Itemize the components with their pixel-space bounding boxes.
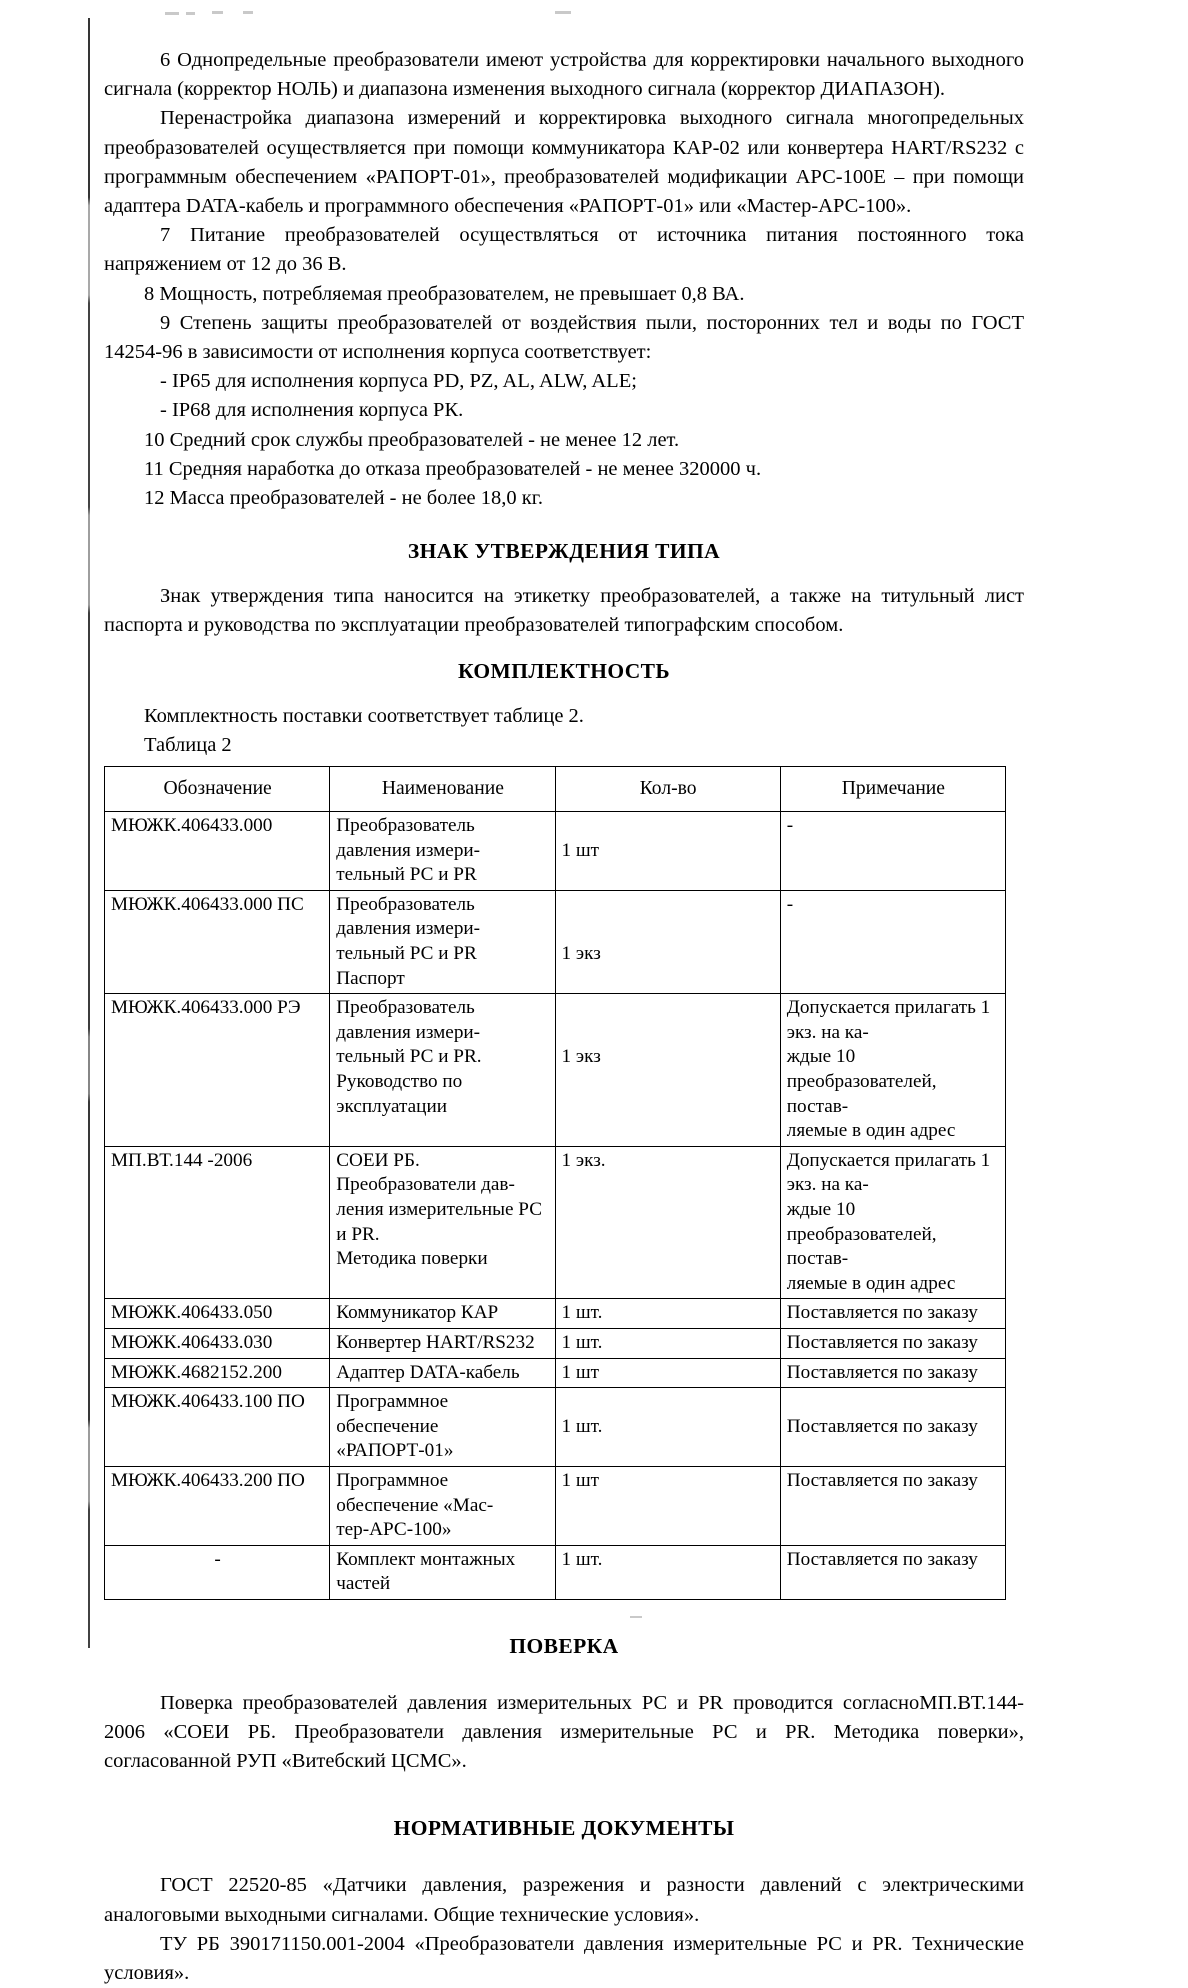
cell-designation: МП.ВТ.144 -2006	[105, 1146, 330, 1299]
cell-remark: -	[780, 890, 1005, 993]
cell-designation: МЮЖК.406433.050	[105, 1299, 330, 1329]
paragraph-item-9b-ip68: - IP68 для исполнения корпуса РК.	[160, 399, 464, 422]
scan-binding-line	[88, 18, 90, 1648]
cell-name: Программное обеспечение «Мас- тер-АРС-100»	[330, 1466, 555, 1545]
cell-name: Преобразователь давления измери- тельный РС и PR Паспорт	[330, 890, 555, 993]
cell-remark: Поставляется по заказу	[780, 1358, 1005, 1388]
paragraph-range-reconfiguration: Перенастройка диапазона измерений и корректировка выходного сигнала многопредельных преобразователей осуществляется при помощи коммуникатора КАР-02 или конвертера HART/RS232 с программным обеспечением «РАПОРТ-01», преобразователей модификации АРС-100Е – при помощи адаптера DATA-кабель и программного обеспечения «РАПОРТ-01» или «Мастер-АРС-100».	[104, 107, 1024, 218]
table-row	[105, 1328, 1006, 1358]
cell-quantity: 1 шт	[555, 1466, 780, 1545]
table-row	[105, 1299, 1006, 1329]
paragraph-item-6: 6 Однопредельные преобразователи имеют устройства для корректировки начального выходного сигнала (корректор НОЛЬ) и диапазона изменения выходного сигнала (корректор ДИАПАЗОН).	[104, 49, 1024, 101]
cell-designation: МЮЖК.406433.200 ПО	[105, 1466, 330, 1545]
cell-name: Комплект монтажных частей	[330, 1545, 555, 1599]
cell-designation: МЮЖК.406433.000	[105, 812, 330, 891]
paragraph-item-7: 7 Питание преобразователей осуществляться от источника питания постоянного тока напряжением от 12 до 36 В.	[104, 224, 1024, 276]
paragraph-item-8: 8 Мощность, потребляемая преобразователем, не превышает 0,8 ВА.	[144, 282, 745, 305]
heading-type-approval-mark: ЗНАК УТВЕРЖДЕНИЯ ТИПА	[407, 539, 721, 564]
table-header-row	[105, 767, 1006, 812]
cell-remark: Поставляется по заказу	[780, 1545, 1005, 1599]
cell-designation: МЮЖК.4682152.200	[105, 1358, 330, 1388]
cell-designation: МЮЖК.406433.000 ПС	[105, 890, 330, 993]
table-header-quantity: Кол-во	[555, 767, 780, 812]
cell-quantity: 1 шт	[555, 1358, 780, 1388]
cell-quantity: 1 экз	[555, 890, 780, 993]
paragraph-normative-gost: ГОСТ 22520-85 «Датчики давления, разрежения и разности давлений с электрическими аналоговыми выходными сигналами. Общие технические условия».	[104, 1874, 1024, 1926]
cell-designation: МЮЖК.406433.030	[105, 1328, 330, 1358]
table-row	[105, 1545, 1006, 1599]
table-body	[105, 812, 1006, 1600]
cell-name: Преобразователь давления измери- тельный РС и PR. Руководство по эксплуатации	[330, 994, 555, 1147]
cell-remark: Поставляется по заказу	[780, 1466, 1005, 1545]
table-row	[105, 1388, 1006, 1467]
heading-verification: ПОВЕРКА	[509, 1633, 619, 1658]
heading-completeness: КОМПЛЕКТНОСТЬ	[457, 658, 671, 683]
cell-name: Конвертер HART/RS232	[330, 1328, 555, 1358]
heading-normative-documents: НОРМАТИВНЫЕ ДОКУМЕНТЫ	[393, 1816, 735, 1841]
paragraph-verification-body: Поверка преобразователей давления измерительных РС и PR проводится согласноМП.ВТ.144-2006 «СОЕИ РБ. Преобразователи давления измерительные РС и PR. Методика поверки», согласованной РУП «Витебский ЦСМС».	[104, 1691, 1024, 1773]
cell-remark: Допускается прилагать 1 экз. на ка- ждые 10 преобразователей, постав- ляемые в один адрес	[780, 1146, 1005, 1299]
cell-designation: -	[105, 1545, 330, 1599]
table-row	[105, 1466, 1006, 1545]
paragraph-item-10: 10 Средний срок службы преобразователей - не менее 12 лет.	[144, 428, 680, 451]
table-header-name: Наименование	[330, 767, 555, 812]
paragraph-item-12: 12 Масса преобразователей - не более 18,0 кг.	[144, 487, 543, 510]
cell-remark: Поставляется по заказу	[780, 1328, 1005, 1358]
cell-remark: -	[780, 812, 1005, 891]
table-row	[105, 812, 1006, 891]
cell-quantity: 1 шт	[555, 812, 780, 891]
paragraph-item-9: 9 Степень защиты преобразователей от воздействия пыли, посторонних тел и воды по ГОСТ 14254-96 в зависимости от исполнения корпуса соответствует:	[104, 311, 1024, 364]
cell-designation: МЮЖК.406433.100 ПО	[105, 1388, 330, 1467]
paragraph-item-9a-ip65: - IP65 для исполнения корпуса PD, PZ, AL, ALW, ALE;	[160, 370, 637, 393]
cell-quantity: 1 экз.	[555, 1146, 780, 1299]
cell-designation: МЮЖК.406433.000 РЭ	[105, 994, 330, 1147]
table-header-remark: Примечание	[780, 767, 1005, 812]
paragraph-completeness-intro: Комплектность поставки соответствует таблице 2.	[144, 704, 584, 727]
cell-quantity: 1 шт.	[555, 1388, 780, 1467]
cell-quantity: 1 шт.	[555, 1545, 780, 1599]
paragraph-normative-tu: ТУ РБ 390171150.001-2004 «Преобразователи давления измерительные РС и PR. Технические условия».	[104, 1932, 1024, 1985]
cell-quantity: 1 экз	[555, 994, 780, 1147]
cell-name: Программное обеспечение «РАПОРТ-01»	[330, 1388, 555, 1467]
cell-quantity: 1 шт.	[555, 1299, 780, 1329]
cell-name: Адаптер DATA-кабель	[330, 1358, 555, 1388]
table-row	[105, 1358, 1006, 1388]
cell-name: Коммуникатор КАР	[330, 1299, 555, 1329]
cell-quantity: 1 шт.	[555, 1328, 780, 1358]
table-row	[105, 1146, 1006, 1299]
table-row	[105, 994, 1006, 1147]
cell-name: Преобразователь давления измери- тельный РС и PR	[330, 812, 555, 891]
table-caption: Таблица 2	[144, 733, 232, 756]
completeness-table	[104, 766, 1006, 1600]
page-content	[104, 0, 1024, 1988]
cell-remark: Допускается прилагать 1 экз. на ка- ждые 10 преобразователей, постав- ляемые в один адрес	[780, 994, 1005, 1147]
paragraph-item-11: 11 Средняя наработка до отказа преобразователей - не менее 320000 ч.	[144, 457, 762, 480]
table-header-designation: Обозначение	[105, 767, 330, 812]
cell-remark: Поставляется по заказу	[780, 1299, 1005, 1329]
cell-remark: Поставляется по заказу	[780, 1388, 1005, 1467]
table-row	[105, 890, 1006, 993]
cell-name: СОЕИ РБ. Преобразователи дав- ления измерительные РС и PR. Методика поверки	[330, 1146, 555, 1299]
paragraph-type-approval-mark-body: Знак утверждения типа наносится на этикетку преобразователей, а также на титульный лист паспорта и руководства по эксплуатации преобразователей типографским способом.	[104, 585, 1024, 637]
